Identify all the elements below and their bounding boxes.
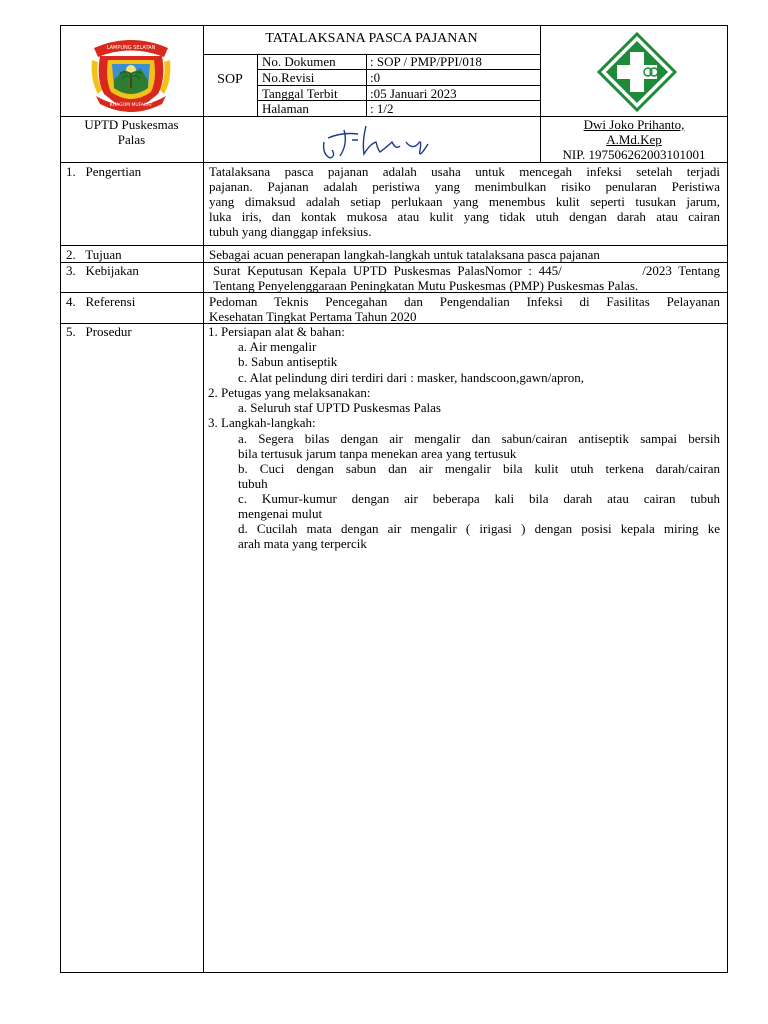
org-name: Palas bbox=[117, 132, 146, 147]
prosedur-line: mengenai mulut bbox=[238, 506, 323, 521]
prosedur-line: arah mata yang terpercik bbox=[238, 536, 367, 551]
signer-nip: NIP. 197506262003101001 bbox=[562, 147, 706, 162]
meta-value: :05 Januari 2023 bbox=[370, 86, 457, 101]
regency-logo bbox=[90, 30, 172, 114]
puskesmas-logo bbox=[597, 32, 677, 112]
section-label-prosedur: 5. Prosedur bbox=[66, 324, 132, 339]
tujuan-text: Sebagai acuan penerapan langkah-langkah untuk tatalaksana pasca pajanan bbox=[209, 247, 600, 262]
body-divider bbox=[203, 162, 204, 973]
meta-value: :0 bbox=[370, 70, 381, 85]
prosedur-step: 3. Langkah-langkah: bbox=[208, 415, 316, 430]
prosedur-item: a. Seluruh staf UPTD Puskesmas Palas bbox=[238, 400, 441, 415]
document-title: TATALAKSANA PASCA PAJANAN bbox=[265, 31, 478, 46]
referensi-text bbox=[209, 294, 720, 324]
referensi-line: Kesehatan Tingkat Pertama Tahun 2020 bbox=[209, 309, 417, 324]
signer-name: Dwi Joko Prihanto, bbox=[583, 117, 685, 132]
prosedur-line: d. Cucilah mata dengan air mengalir ( irigasi ) dengan posisi kepala miring ke bbox=[238, 521, 720, 536]
prosedur-step: 2. Petugas yang melaksanakan: bbox=[208, 385, 371, 400]
prosedur-item: b. Sabun antiseptik bbox=[238, 354, 338, 369]
meta-label: No.Revisi bbox=[262, 70, 315, 85]
section-label-pengertian: 1. Pengertian bbox=[66, 164, 142, 179]
pengertian-line: tubuh yang dianggap infeksius. bbox=[209, 224, 372, 239]
prosedur-item bbox=[238, 461, 720, 491]
prosedur-line: tubuh bbox=[238, 476, 268, 491]
meta-label: Tanggal Terbit bbox=[262, 86, 338, 101]
section-label-referensi: 4. Referensi bbox=[66, 294, 136, 309]
pengertian-line: luka iris, dan kontak mukosa atau kulit yang tidak utuh dengan darah atau cairan bbox=[209, 209, 720, 224]
prosedur-line: b. Cuci dengan sabun dan air mengalir bila kulit utuh terkena darah/cairan bbox=[238, 461, 720, 476]
kebijakan-line: Surat Keputusan Kepala UPTD Puskesmas PalasNomor : 445/ /2023 Tentang bbox=[213, 263, 720, 278]
meta-label: No. Dokumen bbox=[262, 54, 336, 69]
pengertian-line: pajanan. Pajanan adalah peristiwa yang menimbulkan risiko penularan Peristiwa bbox=[209, 179, 720, 194]
kebijakan-line: Tentang Penyelenggaraan Peningkatan Mutu Puskesmas (PMP) Puskesmas Palas. bbox=[213, 278, 639, 293]
prosedur-step: 1. Persiapan alat & bahan: bbox=[208, 324, 345, 339]
header-bottom bbox=[60, 162, 728, 163]
pengertian-line: Tatalaksana pasca pajanan adalah usaha untuk mencegah infeksi setelah terjadi bbox=[209, 164, 720, 179]
org-name: UPTD Puskesmas bbox=[84, 117, 179, 132]
signer-title: A.Md.Kep bbox=[606, 132, 662, 147]
meta-value: : SOP / PMP/PPI/018 bbox=[370, 54, 482, 69]
referensi-line: Pedoman Teknis Pencegahan dan Pengendalian Infeksi di Fasilitas Pelayanan bbox=[209, 294, 720, 309]
meta-label: Halaman bbox=[262, 101, 309, 116]
signature bbox=[318, 120, 438, 162]
sop-label: SOP bbox=[217, 72, 243, 87]
prosedur-item bbox=[238, 491, 720, 521]
prosedur-item: a. Air mengalir bbox=[238, 339, 317, 354]
section-label-kebijakan: 3. Kebijakan bbox=[66, 263, 139, 278]
pengertian-text bbox=[209, 164, 720, 239]
logo-lettering: LAMPUNG SELATAN bbox=[106, 45, 156, 51]
section-label-tujuan: 2. Tujuan bbox=[66, 247, 122, 262]
prosedur-item bbox=[238, 521, 720, 551]
prosedur-line: a. Segera bilas dengan air mengalir dan sabun/cairan antiseptik sampai bersih bbox=[238, 431, 720, 446]
logo-lettering: KHAGOM MUFAKAT bbox=[109, 103, 153, 108]
prosedur-line: bila tertusuk jarum tanpa menekan area yang tertusuk bbox=[238, 446, 517, 461]
meta-value: : 1/2 bbox=[370, 101, 394, 116]
prosedur-line: c. Kumur-kumur dengan air beberapa kali bila darah atau cairan tubuh bbox=[238, 491, 720, 506]
kebijakan-text bbox=[213, 263, 720, 293]
pengertian-line: yang dimaksud adalah setiap perlukaan yang menembus kulit seperti tusukan jarum, bbox=[209, 194, 720, 209]
prosedur-item bbox=[238, 431, 720, 461]
row-divider bbox=[60, 245, 728, 246]
prosedur-item: c. Alat pelindung diri terdiri dari : masker, handscoon,gawn/apron, bbox=[238, 370, 585, 385]
